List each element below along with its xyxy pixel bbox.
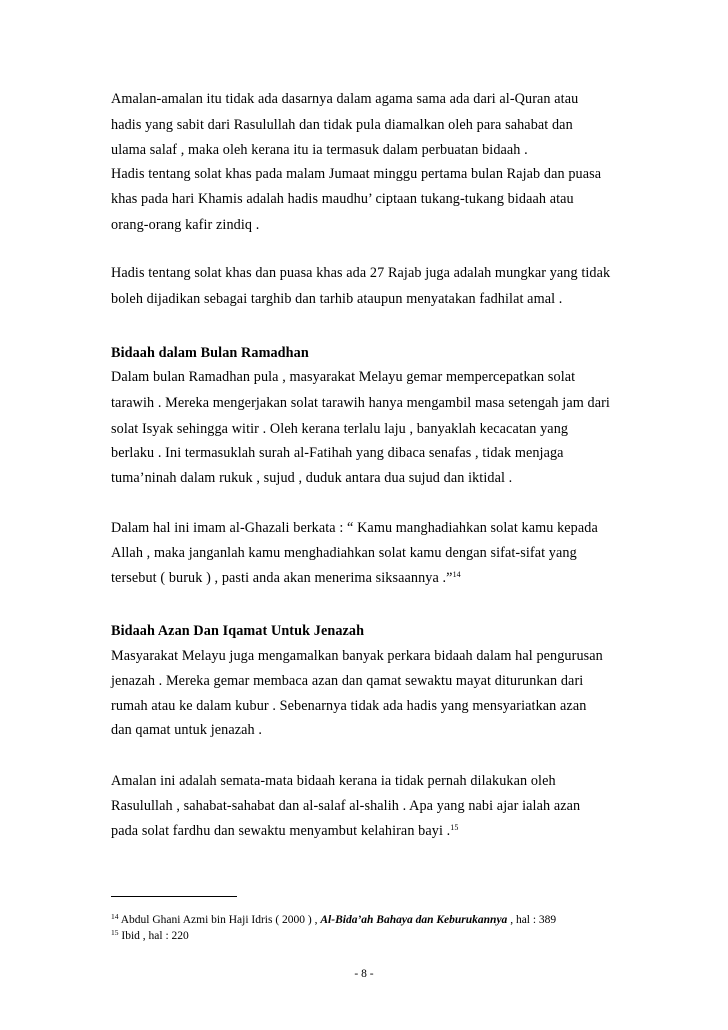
paragraph-1-line-3: ulama salaf , maka oleh kerana itu ia termasuk dalam perbuatan bidaah . xyxy=(111,142,528,158)
section-2-line-3: rumah atau ke dalam kubur . Sebenarnya tidak ada hadis yang mensyariatkan azan xyxy=(111,698,587,714)
footnote-separator xyxy=(111,896,237,897)
footnote-14 xyxy=(111,914,556,927)
footnote-14-page: , hal : 389 xyxy=(507,914,557,926)
closing-line-3 xyxy=(111,823,459,839)
section-heading-jenazah: Bidaah Azan Dan Iqamat Untuk Jenazah xyxy=(111,623,365,639)
quote-line-3-text: tersebut ( buruk ) , pasti anda akan menerima siksaannya .” xyxy=(111,570,453,586)
quote-line-1: Dalam hal ini imam al-Ghazali berkata : “ Kamu manghadiahkan solat kamu kepada xyxy=(111,520,598,536)
footnote-15-text: Ibid , hal : 220 xyxy=(121,930,189,942)
section-1-line-2: tarawih . Mereka mengerjakan solat tarawih hanya mengambil masa setengah jam dari xyxy=(111,395,610,411)
paragraph-1-line-5: khas pada hari Khamis adalah hadis maudhu’ ciptaan tukang-tukang bidaah atau xyxy=(111,191,574,207)
section-2-line-4: dan qamat untuk jenazah . xyxy=(111,722,263,738)
section-1-line-4: berlaku . Ini termasuklah surah al-Fatihah yang dibaca senafas , tidak menjaga xyxy=(111,445,564,461)
section-heading-ramadhan: Bidaah dalam Bulan Ramadhan xyxy=(111,345,309,361)
section-2-line-2: jenazah . Mereka gemar membaca azan dan qamat sewaktu mayat diturunkan dari xyxy=(111,673,584,689)
paragraph-1-line-6: orang-orang kafir zindiq . xyxy=(111,217,260,233)
closing-line-2: Rasulullah , sahabat-sahabat dan al-salaf al-shalih . Apa yang nabi ajar ialah azan xyxy=(111,798,581,814)
paragraph-1-line-2: hadis yang sabit dari Rasulullah dan tidak pula diamalkan oleh para sahabat dan xyxy=(111,117,573,133)
page-number: - 8 - xyxy=(354,968,374,980)
footnote-14-number: 14 xyxy=(111,912,119,921)
section-1-line-3: solat Isyak sehingga witir . Oleh kerana terlalu laju , banyaklah kecacatan yang xyxy=(111,421,569,437)
paragraph-2-line-1: Hadis tentang solat khas dan puasa khas ada 27 Rajab juga adalah mungkar yang tidak xyxy=(111,265,611,281)
paragraph-1-line-1: Amalan-amalan itu tidak ada dasarnya dalam agama sama ada dari al-Quran atau xyxy=(111,91,579,107)
footnote-14-author: Abdul Ghani Azmi bin Haji Idris ( 2000 ) , xyxy=(120,914,321,926)
footnote-15-number: 15 xyxy=(111,928,119,937)
quote-line-3 xyxy=(111,570,461,586)
footnote-15 xyxy=(111,930,189,943)
paragraph-2-line-2: boleh dijadikan sebagai targhib dan tarhib ataupun menyatakan fadhilat amal . xyxy=(111,291,563,307)
paragraph-1-line-4: Hadis tentang solat khas pada malam Jumaat minggu pertama bulan Rajab dan puasa xyxy=(111,166,602,182)
footnote-ref-14[interactable]: 14 xyxy=(452,570,461,579)
quote-line-2: Allah , maka janganlah kamu menghadiahkan solat kamu dengan sifat-sifat yang xyxy=(111,545,577,561)
section-1-line-1: Dalam bulan Ramadhan pula , masyarakat Melayu gemar mempercepatkan solat xyxy=(111,369,576,385)
closing-line-3-text: pada solat fardhu dan sewaktu menyambut kelahiran bayi . xyxy=(111,823,451,839)
footnote-ref-15[interactable]: 15 xyxy=(450,823,459,832)
section-2-line-1: Masyarakat Melayu juga mengamalkan banyak perkara bidaah dalam hal pengurusan xyxy=(111,648,603,664)
closing-line-1: Amalan ini adalah semata-mata bidaah kerana ia tidak pernah dilakukan oleh xyxy=(111,773,556,789)
footnote-14-title: Al-Bida’ah Bahaya dan Keburukannya xyxy=(320,914,508,926)
section-1-line-5: tuma’ninah dalam rukuk , sujud , duduk antara dua sujud dan iktidal . xyxy=(111,470,513,486)
